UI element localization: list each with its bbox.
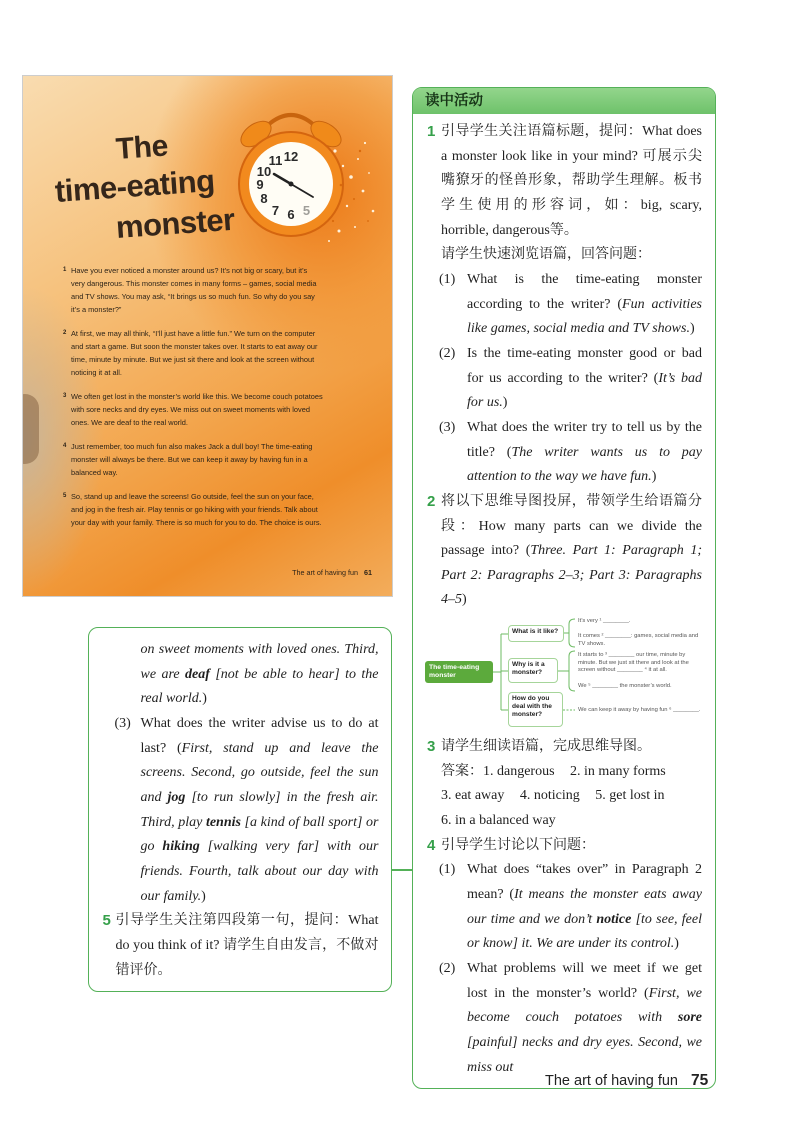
thumbnail-paragraph [63,264,323,316]
question-label: (1) [439,862,456,878]
clock-number: 10 [256,164,272,179]
mind-map-blank-line: We ⁵ ________ the monster’s world. [578,683,672,690]
clock-center-pin [289,182,294,187]
clock-number: 5 [302,203,311,218]
paragraph-text: At first, we may all think, “I’ll just have a little fun.” We turn on the computer and start a game. But soon the monster takes over. It starts to eat away our time, minute by minute. But we just sit there and look at the screen without noticing it at all. [71,329,318,377]
text-run: ) [674,936,679,952]
clock-number: 11 [268,153,283,168]
question-item [103,712,379,909]
item-number: 1 [427,123,436,140]
mind-map-branch: Why is it a monster? [508,658,558,683]
emphasis-run: jog [167,789,186,805]
thumbnail-paragraph [63,390,323,429]
thumbnail-page-number: 61 [364,568,372,577]
question-text [467,416,702,490]
answer: 3. eat away [441,788,505,804]
background-blur-shape [22,394,39,464]
emphasis-run: hiking [162,839,200,855]
item-text [441,735,702,760]
thumbnail-paragraph [63,490,323,529]
question-label: (3) [114,715,131,731]
text-run: ) [502,395,508,411]
question-text [467,858,702,957]
paragraph-number: 4 [63,443,67,449]
emphasis-run: Fun activities like games, social media and TV shows. [467,296,702,337]
item-text [116,909,379,983]
thumbnail-paragraph [63,440,323,479]
emphasis-run: The writer wants us to pay attention to the way we have fun. [467,444,702,485]
mind-map-branch: What is it like? [508,625,564,642]
activity-item [427,490,702,613]
clock-handle [268,115,314,125]
item-number: 3 [427,738,436,756]
mind-map-blank-line: It comes ² ________: games, social media and TV shows. [578,633,699,647]
thumbnail-footer [292,568,372,577]
question-item [427,268,702,342]
activity-item [103,909,379,983]
footer-title: The art of having fun [545,1073,678,1089]
text-run: 请学生细读语篇，完成思维导图。 [441,739,651,755]
answer: 4. noticing [519,788,580,804]
page-footer [545,1072,708,1090]
alarm-clock-illustration [213,81,383,261]
emphasis-run: sore [677,1010,702,1026]
item-text [441,490,702,613]
text-run: What does “takes over” in Paragraph 2 mean? ( [467,862,702,903]
paragraph-text: So, stand up and leave the screens! Go outside, feel the sun on your face, and jog in the fresh air. Play tennis or go hiking with your friends. Talk about your day with your family. There is so much for you to do. The choice is ours. [71,492,322,527]
item-note: 请学生快速浏览语篇，回答问题： [441,247,651,263]
answer-label: 答案： [441,763,483,779]
emphasis-run: [to see, feel or know] it. We are under its control. [467,911,703,952]
text-run: ) [651,469,657,485]
paragraph-number: 5 [63,493,67,499]
thumbnail-footer-title: The art of having fun [292,568,358,577]
question-text [467,342,702,416]
panel-header: 读中活动 [413,88,715,114]
text-run: 引导学生讨论以下问题： [441,837,595,853]
text-run: What is the time-eating monster according to the writer? ( [467,271,702,312]
clock-number: 7 [271,203,280,218]
activity-item [427,834,702,859]
question-text [467,268,702,342]
text-run: What does the writer advise us to do at last? ( [140,715,379,756]
text-run: ) [689,321,695,337]
emphasis-run: Three. Part 1: Paragraph 1; Part 2: Paragraphs 2–3; Part 3: Paragraphs 4–5 [441,543,702,608]
emphasis-run: [not be able to hear] to the real world. [140,666,379,707]
item-text [441,120,702,243]
thumbnail-passage [63,264,323,540]
item-text [441,834,702,859]
emphasis-run: [to run slowly] in the fresh air. Third, play [140,789,379,830]
emphasis-run: [painful] necks and dry eyes. Second, we miss out [467,1035,702,1075]
text-run: ) [462,592,467,608]
continued-answer-text [103,638,379,712]
thumbnail-title-line: time-eating [53,162,216,209]
activity-item [427,735,702,834]
mind-map-blank-line: We can keep it away by having fun ⁶ ________. [578,707,701,714]
emphasis-run: [a kind of ball sport] or go [140,814,379,855]
emphasis-run: First, we become couch potatoes with [467,985,702,1026]
emphasis-run: First, stand up and leave the screens. Second, go outside, feel the sun and [140,740,379,805]
clock-number: 12 [283,149,299,164]
question-label: (2) [439,961,456,977]
page-number: 75 [691,1072,709,1089]
clock-number: 9 [256,177,264,192]
mind-map-center-node: The time-eating monster [425,661,493,683]
answer: 5. get lost in [595,788,665,804]
paragraph-number: 2 [63,330,67,336]
answer: 2. in many forms [570,763,666,779]
thumbnail-paragraph [63,327,323,379]
answer: 6. in a balanced way [441,813,556,829]
question-item [427,957,702,1080]
text-run: 引导学生关注第四段第一句，提问：What do you think of it? 请学生自由发言，不做对错评价。 [115,913,379,978]
panel-connector-line [392,869,413,871]
thumbnail-title-line: monster [114,201,236,245]
text-run: ) [202,691,207,707]
mind-map-blank-line: It starts to ³ ________ our time, minute by minute. But we just sit there and look at the screen without ________ ⁴ it at all. [578,652,689,674]
emphasis-run: notice [596,911,632,927]
panel-content [413,114,715,1088]
question-item [427,858,702,957]
text-run: What problems will we meet if we get lost in the monster’s world? ( [467,961,702,1001]
paragraph-number: 1 [63,267,67,273]
emphasis-run: on sweet moments with loved ones. Third, we are [140,642,379,682]
answer: 1. dangerous [483,763,555,779]
question-item [427,342,702,416]
text-run: 引导学生关注语篇标题，提问：What does a monster look like in your mind? 可展示尖嘴獠牙的怪兽形象，帮助学生理解。板书学生使用的形容词，如：big, scary, horrible, dangerous等。 [441,124,702,238]
question-label: (2) [439,345,456,361]
text-run: 将以下思维导图投屏，带领学生给语篇分段：How many parts can we divide the passage into? ( [441,493,702,559]
item-number: 2 [427,492,436,510]
reading-activity-panel [412,87,716,1089]
textbook-page-thumbnail [22,75,393,597]
emphasis-run: It means the monster eats away our time and we don’t [467,887,702,927]
clock-number: 8 [260,191,268,206]
continued-activity-panel [88,627,392,992]
question-label: (3) [439,419,456,435]
question-label: (1) [439,271,456,287]
mind-map-blank-line: It’s very ¹ ________. [578,618,631,625]
question-text [141,712,379,909]
paragraph-text: We often get lost in the monster’s world like this. We become couch potatoes with sore necks and dry eyes. We miss out on sweet moments with loved ones. We are deaf to the real world. [71,392,323,427]
text-run: Is the time-eating monster good or bad for us according to the writer? ( [467,345,702,386]
emphasis-run: deaf [185,666,210,682]
answer-key [441,760,702,834]
paragraph-text: Have you ever noticed a monster around us? It’s not big or scary, but it’s very dangerous. This monster comes in many forms – games, social media and TV shows. You may ask, “It brings us so much fun. So why do you say it’s a monster?” [71,266,317,314]
emphasis-run: tennis [205,814,241,830]
mind-map-branch: How do you deal with the monster? [508,692,563,727]
text-run: ) [201,888,206,904]
question-text [467,957,702,1080]
text-run: What does the writer try to tell us by the title? ( [467,419,702,460]
emphasis-run: [walking very far] with our friends. Fourth, talk about our day with our family. [140,839,379,904]
paragraph-number: 3 [63,393,67,399]
item-number: 4 [427,836,436,854]
paragraph-text: Just remember, too much fun also makes Jack a dull boy! The time-eating monster will always be there. But we can keep it away by having fun in a balanced way. [71,442,313,477]
item-number: 5 [102,912,111,930]
emphasis-run: It’s bad for us. [467,370,703,411]
thumbnail-title-line: The [114,129,169,166]
mind-map [427,613,702,735]
clock-number: 6 [287,207,295,222]
activity-item [427,120,702,268]
question-item [427,416,702,490]
